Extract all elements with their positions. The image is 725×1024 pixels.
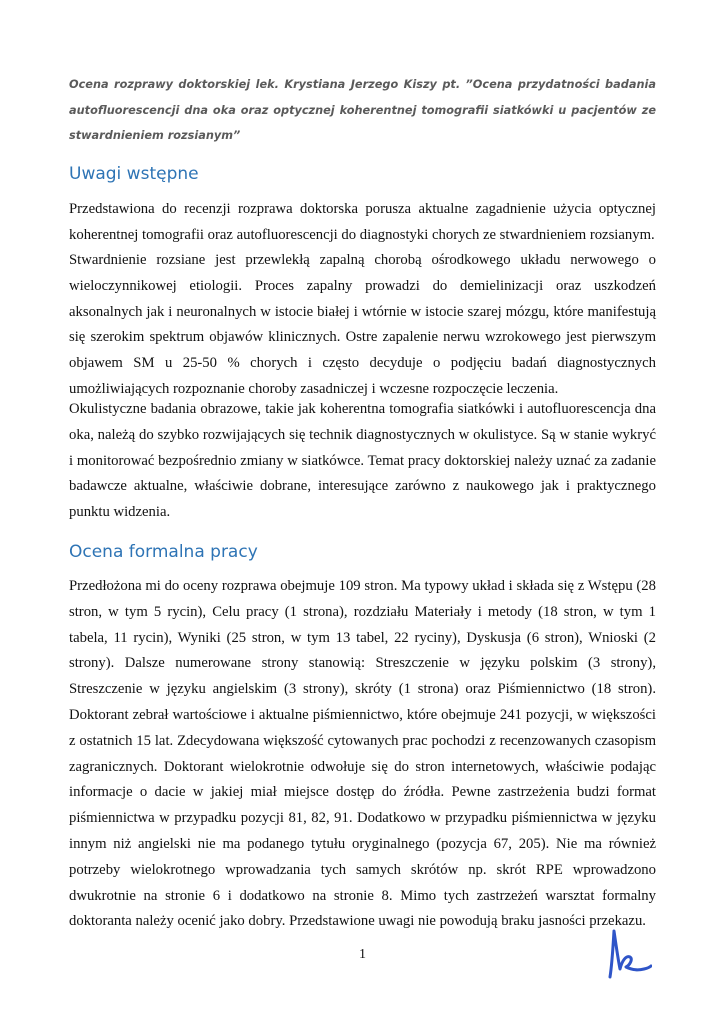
- section-heading-preliminary-remarks: Uwagi wstępne: [69, 164, 199, 184]
- signature-icon: [600, 925, 652, 981]
- paragraph: Stwardnienie rozsiane jest przewlekłą zapalną chorobą ośrodkowego układu nerwowego o wieloczynnikowej etiologii. Proces zapalny prowadzi do demielinizacji oraz uszkodzeń aksonalnych jak i neuronalnych w istocie białej i wtórnie w istocie szarej mózgu, które manifestują się szerokim spektrum objawów klinicznych. Ostre zapalenie nerwu wzrokowego jest pierwszym objawem SM u 25-50 % chorych i często decyduje o podjęciu badań diagnostycznych umożliwiających rozpoznanie choroby zasadniczej i wczesne rozpoczęcie leczenia.: [69, 252, 656, 397]
- document-header-title: Ocena rozprawy doktorskiej lek. Krystiana Jerzego Kiszy pt. ”Ocena przydatności badania autofluorescencji dna oka oraz optycznej koherentnej tomografii siatkówki u pacjentów ze stwardnieniem rozsianym”: [69, 78, 656, 142]
- section-heading-formal-assessment: Ocena formalna pracy: [69, 542, 258, 562]
- page-number: 1: [359, 947, 366, 962]
- paragraph: Okulistyczne badania obrazowe, takie jak koherentna tomografia siatkówki i autofluorescencja dna oka, należą do szybko rozwijających się technik diagnostycznych w okulistyce. Są w stanie wykryć i monitorować bezpośrednio zmiany w siatkówce. Temat pracy doktorskiej należy uznać za zadanie badawcze aktualne, właściwie dobrane, interesujące zarówno z naukowego jak i praktycznego punktu widzenia.: [69, 401, 656, 521]
- paragraph: Przedstawiona do recenzji rozprawa doktorska porusza aktualne zagadnienie użycia optycznej koherentnej tomografii oraz autofluorescencji do diagnostyki chorych ze stwardnieniem rozsianym.: [69, 201, 656, 243]
- paragraph: Przedłożona mi do oceny rozprawa obejmuje 109 stron. Ma typowy układ i składa się z Wstępu (28 stron, w tym 5 rycin), Celu pracy (1 strona), rozdziału Materiały i metody (18 stron, w tym 1 tabela, 11 rycin), Wyniki (25 stron, w tym 13 tabel, 22 ryciny), Dyskusja (6 stron), Wnioski (2 strony). Dalsze numerowane strony stanowią: Streszczenie w języku polskim (3 strony), Streszczenie w języku angielskim (3 strony), skróty (1 strona) oraz Piśmiennictwo (18 stron). Doktorant zebrał wartościowe i aktualne piśmiennictwo, które obejmuje 241 pozycji, w większości z ostatnich 15 lat. Zdecydowana większość cytowanych prac pochodzi z recenzowanych czasopism zagranicznych. Doktorant wielokrotnie odwołuje się do stron internetowych, właściwie podając informacje o dacie w jakiej miał miejsce dostęp do źródła. Pewne zastrzeżenia budzi format piśmiennictwa w przypadku pozycji 81, 82, 91. Dodatkowo w przypadku piśmiennictwa w języku innym niż angielski nie ma podanego tytułu oryginalnego (pozycja 67, 205). Nie ma również potrzeby wielokrotnego wprowadzania tych samych skrótów np. skrót RPE wprowadzono dwukrotnie na stronie 6 i dodatkowo na stronie 8. Mimo tych zastrzeżeń warsztat formalny doktoranta należy ocenić jako dobry. Przedstawione uwagi nie powodują braku jasności przekazu.: [69, 578, 656, 930]
